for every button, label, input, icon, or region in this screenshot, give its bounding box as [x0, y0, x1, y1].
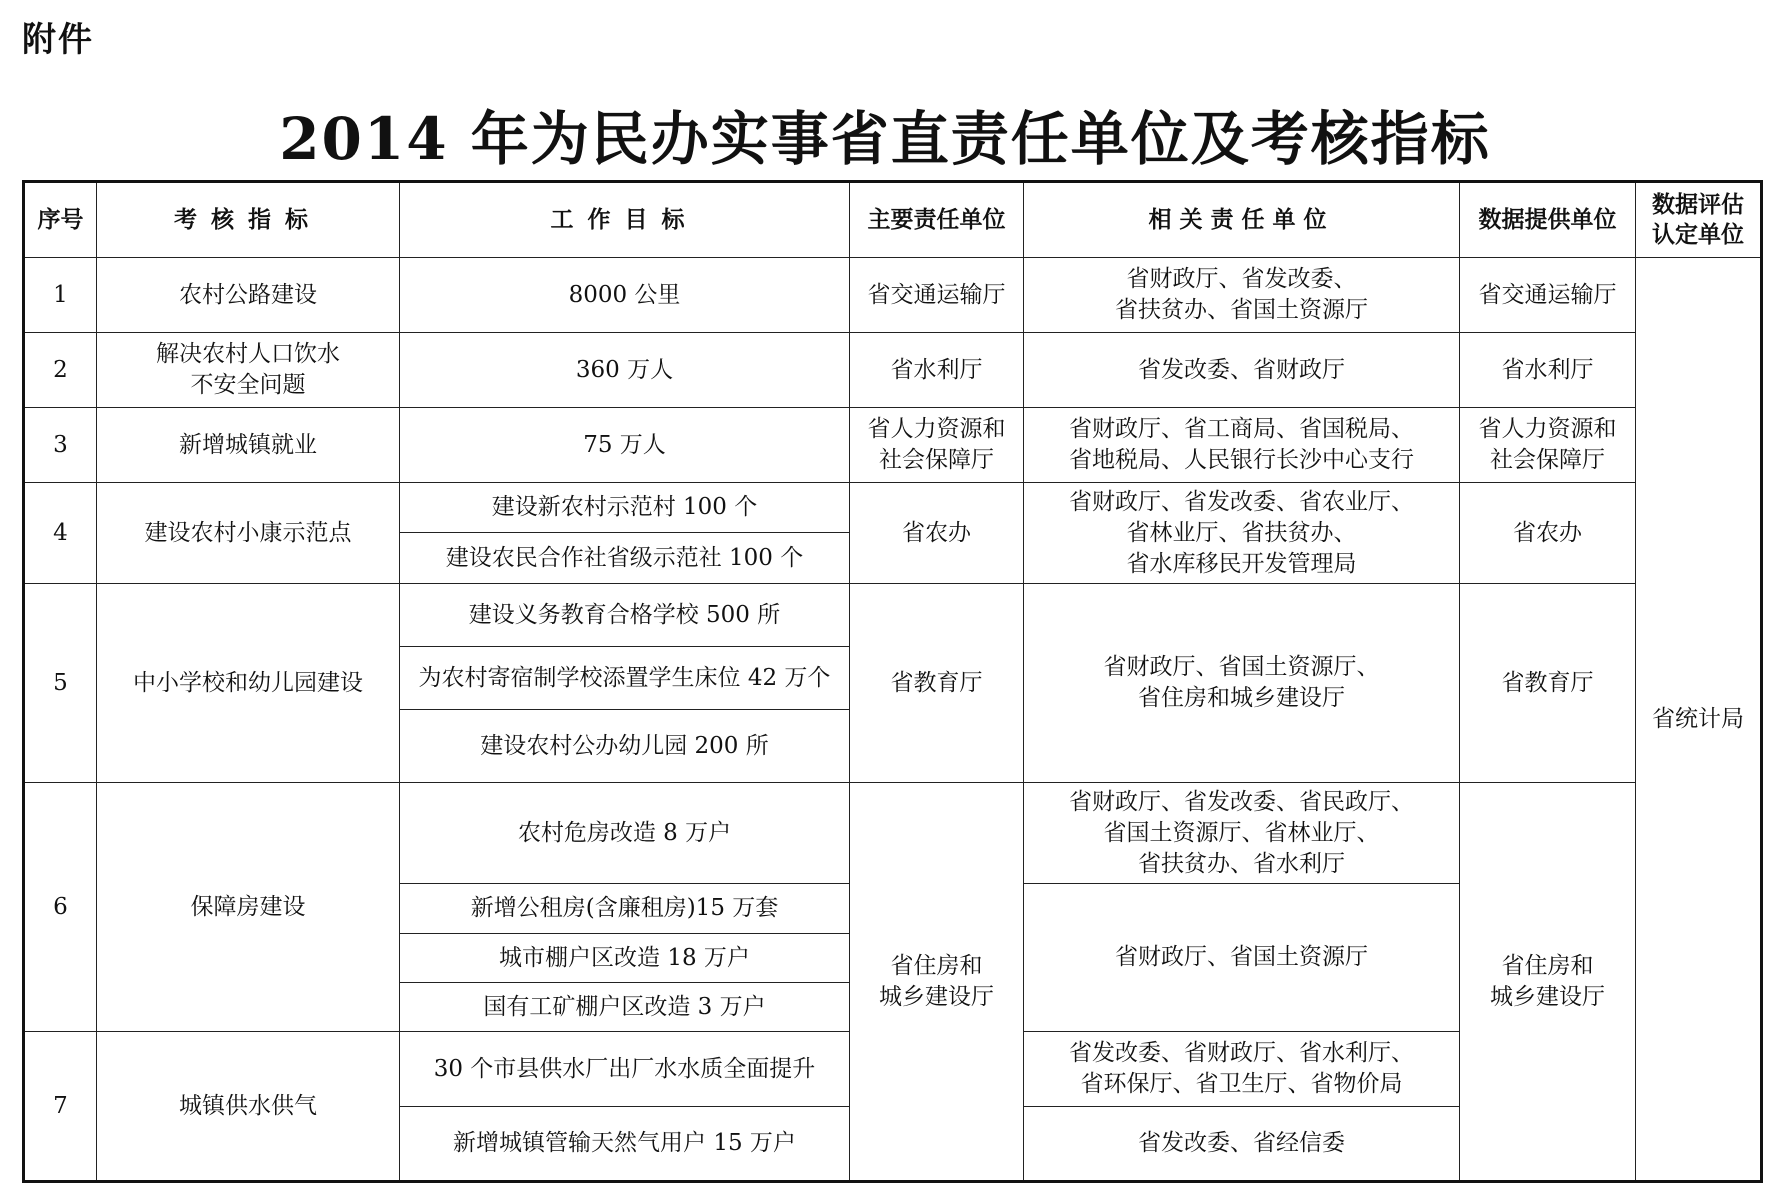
header-evaluator: 数据评估 认定单位: [1636, 182, 1762, 258]
row-related-units: 省财政厅、省发改委、省农业厅、 省林业厅、省扶贫办、 省水库移民开发管理局: [1024, 483, 1460, 584]
row-main-unit: 省教育厅: [850, 584, 1024, 783]
row-related-units: 省财政厅、省国土资源厅: [1024, 884, 1460, 1032]
row-indicator: 中小学校和幼儿园建设: [97, 584, 400, 783]
row-main-unit: 省人力资源和 社会保障厅: [850, 408, 1024, 483]
row-target: 新增公租房(含廉租房)15 万套: [400, 884, 850, 934]
attachment-label: 附件: [22, 20, 94, 60]
row-data-provider: 省教育厅: [1460, 584, 1636, 783]
row-seq: 5: [24, 584, 97, 783]
row-target: 建设农民合作社省级示范社 100 个: [400, 533, 850, 584]
row-related-units: 省发改委、省经信委: [1024, 1107, 1460, 1182]
row-main-unit: 省住房和 城乡建设厅: [850, 783, 1024, 1182]
evaluator-unit: 省统计局: [1636, 258, 1762, 1182]
row-related-units: 省发改委、省财政厅、省水利厅、 省环保厅、省卫生厅、省物价局: [1024, 1032, 1460, 1107]
row-data-provider: 省人力资源和 社会保障厅: [1460, 408, 1636, 483]
header-target: 工作目标: [400, 182, 850, 258]
row-main-unit: 省农办: [850, 483, 1024, 584]
row-seq: 4: [24, 483, 97, 584]
row-data-provider: 省水利厅: [1460, 333, 1636, 408]
table-row: [24, 783, 1762, 884]
row-target: 30 个市县供水厂出厂水水质全面提升: [400, 1032, 850, 1107]
header-indicator: 考核指标: [97, 182, 400, 258]
row-related-units: 省财政厅、省国土资源厅、 省住房和城乡建设厅: [1024, 584, 1460, 783]
row-target: 新增城镇管输天然气用户 15 万户: [400, 1107, 850, 1182]
row-target: 建设新农村示范村 100 个: [400, 483, 850, 533]
header-main-unit: 主要责任单位: [850, 182, 1024, 258]
table-row: [24, 408, 1762, 483]
indicator-table: [22, 180, 1763, 1183]
row-main-unit: 省交通运输厅: [850, 258, 1024, 333]
row-target: 建设义务教育合格学校 500 所: [400, 584, 850, 647]
row-data-provider: 省住房和 城乡建设厅: [1460, 783, 1636, 1182]
row-indicator: 新增城镇就业: [97, 408, 400, 483]
row-seq: 3: [24, 408, 97, 483]
row-related-units: 省发改委、省财政厅: [1024, 333, 1460, 408]
row-seq: 7: [24, 1032, 97, 1182]
row-target: 建设农村公办幼儿园 200 所: [400, 710, 850, 783]
row-related-units: 省财政厅、省发改委、 省扶贫办、省国土资源厅: [1024, 258, 1460, 333]
table-row: [24, 258, 1762, 333]
row-indicator: 农村公路建设: [97, 258, 400, 333]
header-row: [24, 182, 1762, 258]
document-title: 2014 年为民办实事省直责任单位及考核指标: [279, 105, 1491, 173]
row-target: 360 万人: [400, 333, 850, 408]
row-data-provider: 省农办: [1460, 483, 1636, 584]
row-target: 农村危房改造 8 万户: [400, 783, 850, 884]
row-data-provider: 省交通运输厅: [1460, 258, 1636, 333]
row-seq: 1: [24, 258, 97, 333]
row-target: 8000 公里: [400, 258, 850, 333]
header-related-units: 相关责任单位: [1024, 182, 1460, 258]
row-target: 城市棚户区改造 18 万户: [400, 934, 850, 983]
table-row: [24, 333, 1762, 408]
row-related-units: 省财政厅、省工商局、省国税局、 省地税局、人民银行长沙中心支行: [1024, 408, 1460, 483]
row-main-unit: 省水利厅: [850, 333, 1024, 408]
row-target: 国有工矿棚户区改造 3 万户: [400, 983, 850, 1032]
row-related-units: 省财政厅、省发改委、省民政厅、 省国土资源厅、省林业厅、 省扶贫办、省水利厅: [1024, 783, 1460, 884]
table-row: [24, 584, 1762, 647]
row-indicator: 保障房建设: [97, 783, 400, 1032]
row-target: 为农村寄宿制学校添置学生床位 42 万个: [400, 647, 850, 710]
row-indicator: 建设农村小康示范点: [97, 483, 400, 584]
row-target: 75 万人: [400, 408, 850, 483]
row-seq: 6: [24, 783, 97, 1032]
row-indicator: 解决农村人口饮水 不安全问题: [97, 333, 400, 408]
header-seq: 序号: [24, 182, 97, 258]
table-row: [24, 483, 1762, 533]
row-indicator: 城镇供水供气: [97, 1032, 400, 1182]
row-seq: 2: [24, 333, 97, 408]
header-data-provider: 数据提供单位: [1460, 182, 1636, 258]
